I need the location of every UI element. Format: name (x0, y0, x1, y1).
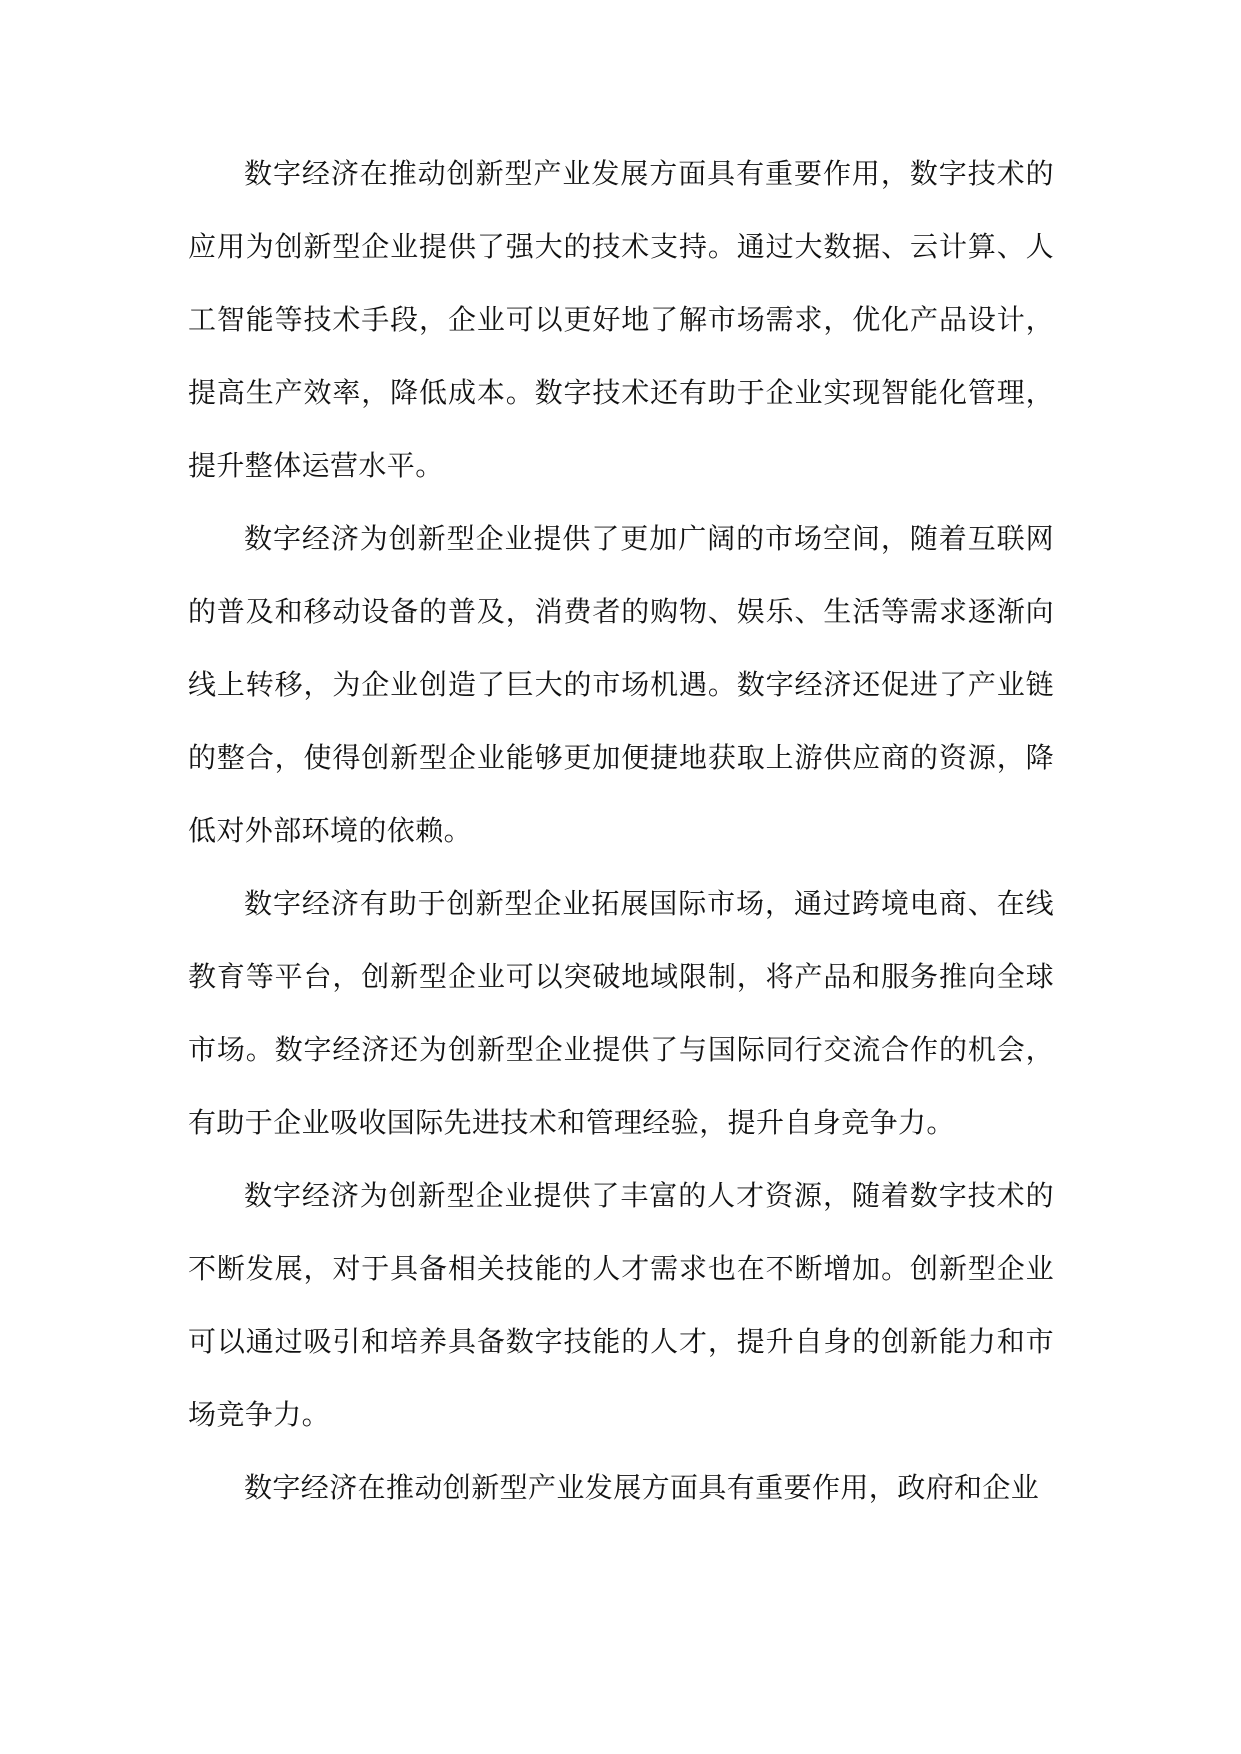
paragraph-2: 数字经济为创新型企业提供了更加广阔的市场空间，随着互联网的普及和移动设备的普及，消费者的购物、娱乐、生活等需求逐渐向线上转移，为企业创造了巨大的市场机遇。数字经济还促进了产业链的整合，使得创新型企业能够更加便捷地获取上游供应商的资源，降低对外部环境的依赖。 (188, 522, 1054, 847)
paragraph-4: 数字经济为创新型企业提供了丰富的人才资源，随着数字技术的不断发展，对于具备相关技能的人才需求也在不断增加。创新型企业可以通过吸引和培养具备数字技能的人才，提升自身的创新能力和市场竞争力。 (188, 1179, 1054, 1431)
paragraph-5: 数字经济在推动创新型产业发展方面具有重要作用，政府和企业 (244, 1471, 1040, 1504)
paragraph-3: 数字经济有助于创新型企业拓展国际市场，通过跨境电商、在线教育等平台，创新型企业可以突破地域限制，将产品和服务推向全球市场。数字经济还为创新型企业提供了与国际同行交流合作的机会，有助于企业吸收国际先进技术和管理经验，提升自身竞争力。 (188, 887, 1054, 1139)
paragraph-1: 数字经济在推动创新型产业发展方面具有重要作用，数字技术的应用为创新型企业提供了强大的技术支持。通过大数据、云计算、人工智能等技术手段，企业可以更好地了解市场需求，优化产品设计，提高生产效率，降低成本。数字技术还有助于企业实现智能化管理，提升整体运营水平。 (188, 157, 1054, 482)
document-body (188, 137, 1054, 1524)
